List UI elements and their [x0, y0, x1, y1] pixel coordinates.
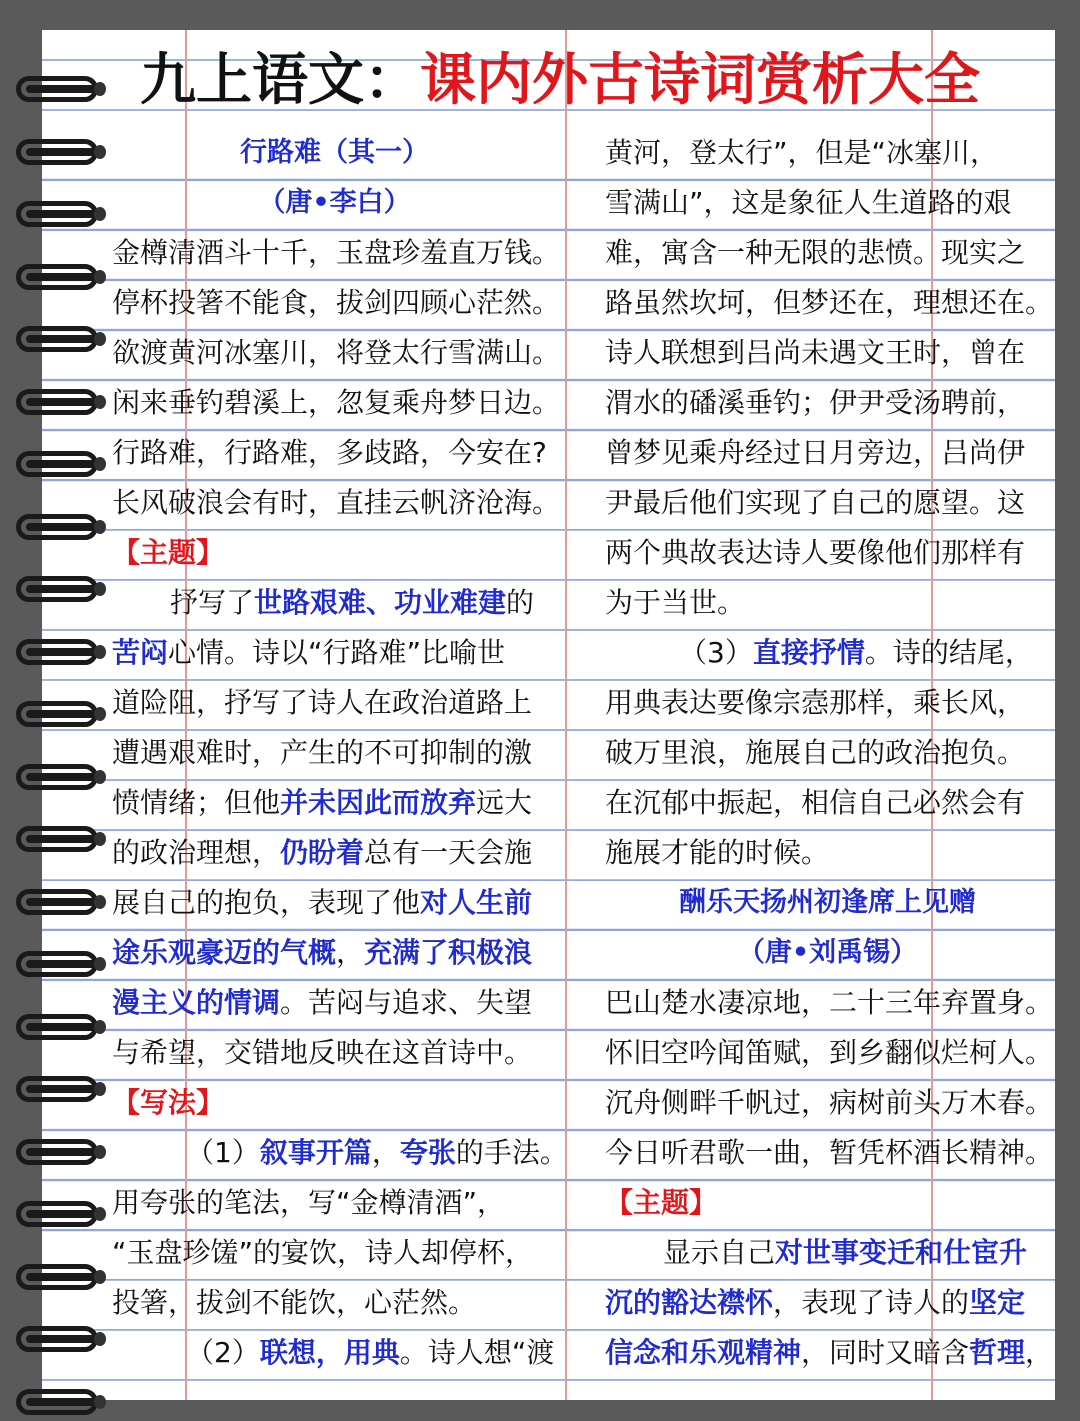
section-tag-theme: 【主题】 [605, 1186, 718, 1219]
binding-ring [12, 258, 102, 296]
theme-line: 信念和乐观精神，同时又暗含哲理， [605, 1336, 1054, 1369]
method-line: （2）联想，用典。诗人想“渡 [186, 1336, 555, 1369]
method-line: 路虽然坎坷，但梦还在，理想还在。 [605, 286, 1054, 319]
title-grade: 九上语文： [140, 47, 420, 113]
right-column [605, 128, 1054, 1378]
poem-line: 欲渡黄河冰塞川，将登太行雪满山。 [112, 336, 561, 369]
poem-line: 巴山楚水凄凉地，二十三年弃置身。 [605, 986, 1054, 1019]
poem-title: 行路难（其一） [240, 137, 429, 168]
method-line: 尹最后他们实现了自己的愿望。这 [605, 486, 1026, 519]
theme-line: 抒写了世路艰难、功业难建的 [170, 586, 535, 619]
poem-line: 停杯投箸不能食，拔剑四顾心茫然。 [112, 286, 561, 319]
poem-line: 长风破浪会有时，直挂云帆济沧海。 [112, 486, 561, 519]
binding-ring [12, 633, 102, 671]
binding-ring [12, 320, 102, 358]
theme-line: 愤情绪；但他并未因此而放弃远大 [112, 786, 533, 819]
binding-ring [12, 70, 102, 108]
theme-line: 与希望，交错地反映在这首诗中。 [112, 1036, 533, 1069]
poem-author: （唐•李白） [258, 187, 411, 218]
spiral-binding [12, 0, 108, 1400]
section-tag-method: 【写法】 [112, 1086, 225, 1119]
theme-line: 途乐观豪迈的气概，充满了积极浪 [112, 936, 533, 969]
binding-ring [12, 383, 102, 421]
method-line: “玉盘珍馐”的宴饮，诗人却停杯， [112, 1236, 534, 1269]
binding-ring [12, 945, 102, 983]
binding-ring [12, 1070, 102, 1108]
method-line: 雪满山”，这是象征人生道路的艰 [605, 186, 1012, 219]
method-line: 诗人联想到吕尚未遇文王时，曾在 [605, 336, 1026, 369]
binding-ring [12, 1258, 102, 1296]
title-topic: 课内外古诗词赏析大全 [420, 47, 980, 113]
binding-ring [12, 883, 102, 921]
method-line: 为于当世。 [605, 586, 746, 619]
binding-ring [12, 758, 102, 796]
section-tag-theme: 【主题】 [112, 536, 225, 569]
poem-line: 金樽清酒斗十千，玉盘珍羞直万钱。 [112, 236, 561, 269]
theme-line: 显示自己对世事变迁和仕宦升 [663, 1236, 1028, 1269]
binding-ring [12, 570, 102, 608]
binding-ring [12, 1133, 102, 1171]
theme-line: 苦闷心情。诗以“行路难”比喻世 [112, 636, 506, 669]
binding-ring [12, 133, 102, 171]
method-line: （1）叙事开篇，夸张的手法。 [186, 1136, 568, 1169]
method-line: 曾梦见乘舟经过日月旁边，吕尚伊 [605, 436, 1026, 469]
method-line: 两个典故表达诗人要像他们那样有 [605, 536, 1026, 569]
theme-line: 道险阻，抒写了诗人在政治道路上 [112, 686, 533, 719]
binding-ring [12, 1320, 102, 1358]
method-line: （3）直接抒情。诗的结尾， [679, 636, 1033, 669]
binding-ring [12, 445, 102, 483]
method-line: 在沉郁中振起，相信自己必然会有 [605, 786, 1026, 819]
binding-ring [12, 820, 102, 858]
poem-line: 闲来垂钓碧溪上，忽复乘舟梦日边。 [112, 386, 561, 419]
method-line: 破万里浪，施展自己的政治抱负。 [605, 736, 1026, 769]
page-title [140, 40, 1040, 120]
method-line: 渭水的磻溪垂钓；伊尹受汤聘前， [605, 386, 1026, 419]
poem-title: 酬乐天扬州初逢席上见赠 [679, 887, 976, 918]
binding-ring [12, 695, 102, 733]
binding-ring [12, 1383, 102, 1421]
theme-line: 展自己的抱负，表现了他对人生前 [112, 886, 533, 919]
binding-ring [12, 1008, 102, 1046]
method-line: 用典表达要像宗悫那样，乘长风， [605, 686, 1026, 719]
left-column [112, 128, 568, 1378]
theme-line: 的政治理想，仍盼着总有一天会施 [112, 836, 533, 869]
binding-ring [12, 508, 102, 546]
theme-line: 沉的豁达襟怀，表现了诗人的坚定 [605, 1286, 1026, 1319]
poem-line: 行路难，行路难，多歧路，今安在? [112, 436, 547, 469]
poem-line: 今日听君歌一曲，暂凭杯酒长精神。 [605, 1136, 1054, 1169]
poem-line: 沉舟侧畔千帆过，病树前头万木春。 [605, 1086, 1054, 1119]
theme-line: 漫主义的情调。苦闷与追求、失望 [112, 986, 533, 1019]
binding-ring [12, 1195, 102, 1233]
binding-ring [12, 195, 102, 233]
method-line: 施展才能的时候。 [605, 836, 830, 869]
method-line: 黄河，登太行”，但是“冰塞川， [605, 136, 999, 169]
poem-line: 怀旧空吟闻笛赋，到乡翻似烂柯人。 [605, 1036, 1054, 1069]
method-line: 难，寓含一种无限的悲愤。现实之 [605, 236, 1026, 269]
method-line: 投箸，拔剑不能饮，心茫然。 [112, 1286, 477, 1319]
poem-author: （唐•刘禹锡） [737, 937, 918, 968]
method-line: 用夸张的笔法，写“金樽清酒”， [112, 1186, 506, 1219]
theme-line: 遭遇艰难时，产生的不可抑制的激 [112, 736, 533, 769]
margin-line-middle [565, 30, 567, 1400]
